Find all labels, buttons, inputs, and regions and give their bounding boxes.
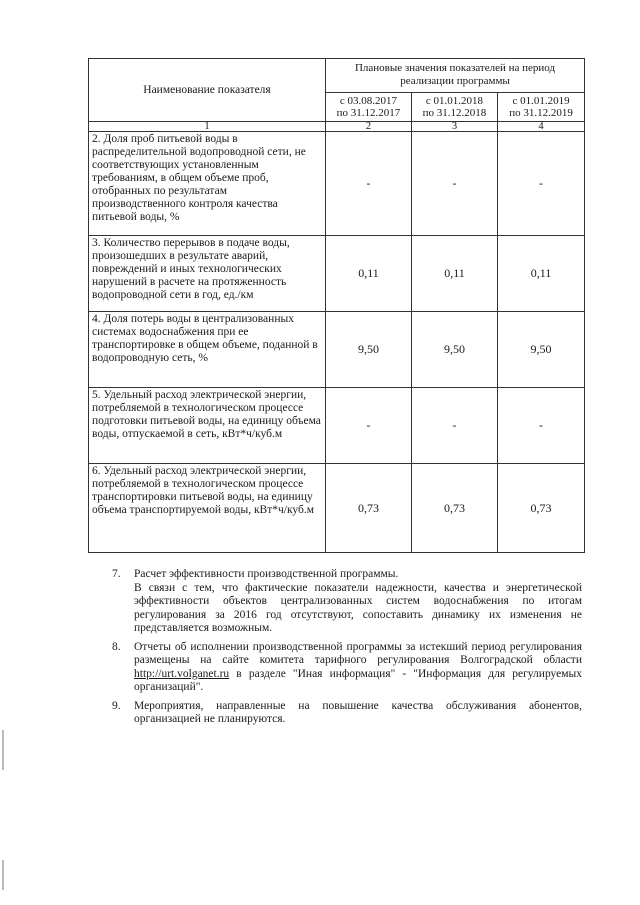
indicator-value: 9,50 xyxy=(412,312,498,388)
notes-list xyxy=(112,568,582,732)
table-row xyxy=(89,132,585,236)
indicator-value: 0,11 xyxy=(326,236,412,312)
column-numbers-row xyxy=(89,122,585,132)
indicator-value: - xyxy=(498,388,585,464)
table-row xyxy=(89,464,585,553)
indicator-value: - xyxy=(412,132,498,236)
table-row xyxy=(89,312,585,388)
indicator-value: 0,73 xyxy=(326,464,412,553)
indicator-name: 3. Количество перерывов в подаче воды, произошедших в результате аварий, повреждений и иных технологических нарушений в расчете на протяженность водопроводной сети в год, ед./км xyxy=(89,236,326,312)
period-2-from: с 01.01.2018 xyxy=(425,94,484,107)
note-number: 9. xyxy=(112,699,121,712)
note-text: В связи с тем, что фактические показатели надежности, качества и энергетической эффективности объектов централизованных систем водоснабжения по итогам регулирования за 2016 год отсутствуют, сопоставить динамику их изменения не представляется возможным. xyxy=(134,581,582,634)
table-row xyxy=(89,236,585,312)
scan-edge-mark xyxy=(2,860,4,890)
column-number: 2 xyxy=(326,122,412,132)
note-item xyxy=(112,641,582,695)
note-text: Мероприятия, направленные на повышение качества обслуживания абонентов, организацией не планируются. xyxy=(134,699,582,725)
header-period-1 xyxy=(326,92,412,121)
column-number: 4 xyxy=(498,122,585,132)
column-number: 3 xyxy=(412,122,498,132)
indicator-value: 0,11 xyxy=(498,236,585,312)
note-number: 8. xyxy=(112,640,121,653)
indicator-value: - xyxy=(498,132,585,236)
indicator-name: 2. Доля проб питьевой воды в распределительной водопроводной сети, не соответствующих установленным требованиям, в общем объеме проб, отобранных по результатам производственного контроля качества питьевой воды, % xyxy=(89,132,326,236)
period-2-to: по 31.12.2018 xyxy=(422,106,487,119)
header-period-3 xyxy=(498,92,585,121)
note-item xyxy=(112,568,582,636)
period-3-to: по 31.12.2019 xyxy=(509,106,573,119)
period-1-from: с 03.08.2017 xyxy=(339,94,398,107)
scan-edge-mark xyxy=(2,730,4,770)
period-1-to: по 31.12.2017 xyxy=(336,106,401,119)
note-text-before: Отчеты об исполнении производственной программы за истекший период регулирования размещены на сайте комитета тарифного регулирования Волгоградской области xyxy=(134,640,582,666)
indicator-value: - xyxy=(412,388,498,464)
indicator-value: 0,73 xyxy=(412,464,498,553)
period-3-from: с 01.01.2019 xyxy=(512,94,570,107)
indicator-value: - xyxy=(326,132,412,236)
indicator-name: 5. Удельный расход электрической энергии, потребляемой в технологическом процессе подготовки питьевой воды, на единицу объема воды, отпускаемой в сеть, кВт*ч/куб.м xyxy=(89,388,326,464)
indicator-value: 9,50 xyxy=(498,312,585,388)
indicator-value: 0,11 xyxy=(412,236,498,312)
website-link[interactable]: http://urt.volganet.ru xyxy=(134,667,230,680)
indicator-value: 0,73 xyxy=(498,464,585,553)
indicator-value: - xyxy=(326,388,412,464)
table-row xyxy=(89,388,585,464)
column-number: 1 xyxy=(89,122,326,132)
header-period-2 xyxy=(412,92,498,121)
indicator-name: 4. Доля потерь воды в централизованных системах водоснабжения при ее транспортировке в общем объеме, поданной в водопроводную сеть, % xyxy=(89,312,326,388)
note-number: 7. xyxy=(112,568,121,580)
indicator-name: 6. Удельный расход электрической энергии, потребляемой в технологическом процессе транспортировки питьевой воды, на единицу объема транспортируемой воды, кВт*ч/куб.м xyxy=(89,464,326,553)
note-text-after: в разделе "Иная информация" - "Информация для регулируемых организаций". xyxy=(134,667,582,693)
note-item xyxy=(112,700,582,727)
note-text xyxy=(134,641,582,695)
indicator-value: 9,50 xyxy=(326,312,412,388)
header-planned-values: Плановые значения показателей на период реализации программы xyxy=(326,59,585,93)
indicators-table xyxy=(88,58,585,553)
note-title: Расчет эффективности производственной программы. xyxy=(134,568,399,580)
header-indicator-name: Наименование показателя xyxy=(89,59,326,122)
